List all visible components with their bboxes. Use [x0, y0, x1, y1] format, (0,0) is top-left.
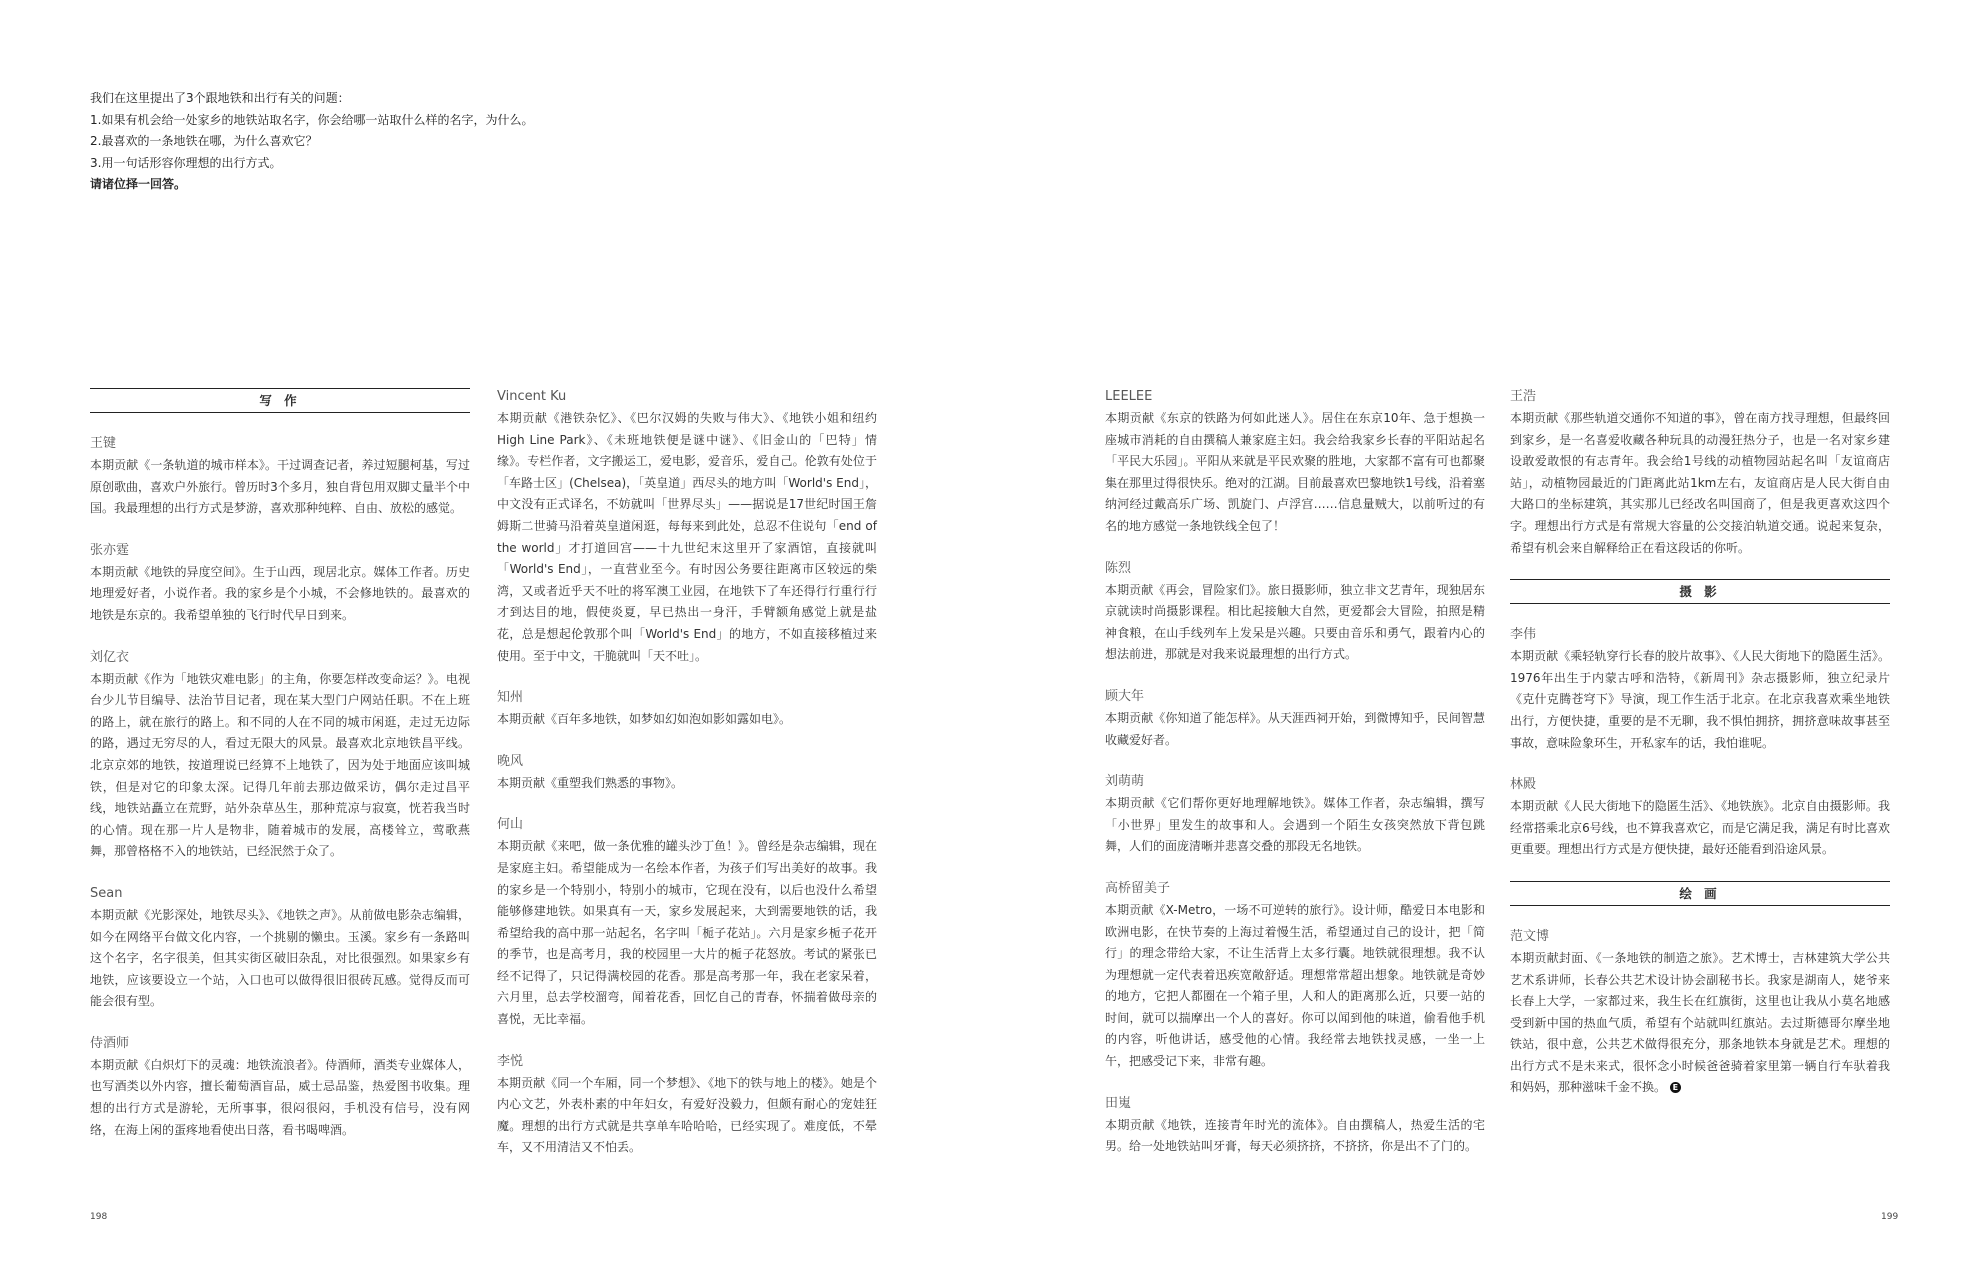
right-page [981, 0, 1962, 1264]
contributor-bio: 本期贡献《那些轨道交通你不知道的事》，曾在南方找寻理想，但最终回到家乡，是一名喜爱收藏各种玩具的动漫狂热分子，也是一名对家乡建设敢爱敢恨的有志青年。我会给1号线的动植物园站起名叫「友谊商店站」，动植物园最近的门距离此站1km左右，友谊商店是人民大街自由大路口的坐标建筑，其实那儿已经改名叫国商了，但是我更喜欢这四个字。理想出行方式是有常规大容量的公交接泊轨道交通。说起来复杂，希望有机会来自解释给正在看这段话的你听。 [1510, 411, 1890, 555]
end-mark-icon: E [1670, 1082, 1681, 1093]
contributor-entry [497, 386, 877, 667]
contributor-entry [1510, 926, 1890, 1099]
contributor-name: 顾大年 [1105, 688, 1145, 704]
contributor-entry [90, 1033, 470, 1141]
contributor-name: Vincent Ku [497, 389, 567, 404]
contributor-bio: 本期贡献《地铁的异度空间》。生于山西，现居北京。媒体工作者。历史地理爱好者，小说作者。我的家乡是个小城，不会修地铁的。最喜欢的地铁是东京的。我希望单独的飞行时代早日到来。 [90, 564, 470, 622]
column-1 [90, 386, 470, 1161]
contributor-bio-text: 本期贡献封面、《一条地铁的制造之旅》。艺术博士，吉林建筑大学公共艺术系讲师，长春公共艺术设计协会副秘书长。我家是湖南人，姥爷来长春上大学，一家都过来，我生长在红旗街，这里也让我从小莫名地感受到新中国的热血气质，希望有个站就叫红旗站。去过斯德哥尔摩坐地铁站，很中意，公共艺术做得很充分，那条地铁本身就是艺术。理想的出行方式不是未来式，很怀念小时候爸爸骑着家里第一辆自行车驮着我和妈妈，那种滋味千金不换。 [1510, 950, 1890, 1095]
contributor-bio: 本期贡献《一条轨道的城市样本》。干过调查记者，养过短腿柯基，写过原创歌曲，喜欢户外旅行。曾历时3个多月，独自背包用双脚丈量半个中国。我最理想的出行方式是梦游，喜欢那种纯粹、自由、放松的感觉。 [90, 458, 470, 516]
contributor-name: 高桥留美子 [1105, 880, 1171, 896]
contributor-name: 林殿 [1510, 777, 1537, 793]
page-number-right: 199 [1881, 1212, 1899, 1222]
contributor-entry [1105, 878, 1485, 1073]
section-header-painting: 绘 画 [1510, 881, 1890, 906]
contributor-name: 刘亿衣 [90, 649, 130, 665]
contributor-entry [90, 883, 470, 1013]
column-2 [497, 386, 877, 1179]
intro-questions [90, 88, 533, 196]
contributor-bio: 本期贡献《你知道了能怎样》。从天涯西祠开始，到微博知乎，民间智慧收藏爱好者。 [1105, 710, 1485, 747]
contributor-name: 田嵬 [1105, 1095, 1132, 1111]
contributor-bio: 本期贡献《它们帮你更好地理解地铁》。媒体工作者，杂志编辑，撰写「小世界」里发生的故事和人。会遇到一个陌生女孩突然放下背包跳舞，人们的面庞清晰并悲喜交叠的那段无名地铁。 [1105, 796, 1485, 854]
intro-line: 1.如果有机会给一处家乡的地铁站取名字，你会给哪一站取什么样的名字，为什么。 [90, 112, 534, 127]
contributor-entry [1510, 774, 1890, 861]
section-header-writing: 写 作 [90, 388, 470, 413]
contributor-entry [497, 814, 877, 1030]
contributor-entry [1105, 771, 1485, 858]
contributor-name: 陈烈 [1105, 560, 1132, 576]
contributor-name: LEELEE [1105, 389, 1153, 404]
contributor-name: 刘萌萌 [1105, 774, 1145, 790]
contributor-name: 王浩 [1510, 389, 1537, 404]
intro-line: 我们在这里提出了3个跟地铁和出行有关的问题： [90, 91, 350, 105]
contributor-entry [90, 540, 470, 627]
contributor-entry [497, 1051, 877, 1159]
contributor-name: Sean [90, 885, 123, 901]
contributor-bio: 本期贡献《X-Metro，一场不可逆转的旅行》。设计师，酷爱日本电影和欧洲电影，在快节奏的上海过着慢生活，希望通过自己的设计，把「简行」的理念带给大家，不让生活背上太多行囊。地铁就很理想。我不认为理想就一定代表着迅疾宽敞舒适。理想常常超出想象。地铁就是奇妙的地方，它把人都圈在一个箱子里，人和人的距离那么近，只要一站的时间，就可以揣摩出一个人的喜好。你可以闻到他的味道，偷看他手机的内容，听他讲话，感受他的心情。我经常去地铁找灵感，一坐一上午，把感受记下来，非常有趣。 [1105, 902, 1485, 1069]
contributor-bio: 本期贡献《白炽灯下的灵魂：地铁流浪者》。侍酒师，酒类专业媒体人，也写酒类以外内容，擅长葡萄酒盲品，威士忌品鉴，热爱图书收集。理想的出行方式是游轮，无所事事，很闷很闷，手机没有信号，没有网络，在海上闲的蛋疼地看使出日落，看书喝啤酒。 [90, 1057, 470, 1137]
contributor-bio: 本期贡献《地铁，连接青年时光的流体》。自由撰稿人，热爱生活的宅男。给一处地铁站叫牙膏，每天必须挤挤，不挤挤，你是出不了门的。 [1105, 1117, 1485, 1154]
contributor-entry [1510, 624, 1890, 754]
contributor-entry [1105, 386, 1485, 538]
contributor-bio: 本期贡献《百年多地铁，如梦如幻如泡如影如露如电》。 [497, 712, 792, 727]
column-4 [1510, 386, 1890, 1119]
contributor-bio: 本期贡献《重塑我们熟悉的事物》。 [497, 775, 684, 790]
intro-line: 3.用一句话形容你理想的出行方式。 [90, 155, 282, 170]
contributor-entry [90, 433, 470, 520]
contributor-name: 王键 [90, 436, 117, 451]
contributor-entry [90, 647, 470, 863]
intro-instruction: 请诸位择一回答。 [90, 177, 187, 191]
page-number-left: 198 [90, 1212, 108, 1222]
contributor-name: 晚风 [497, 753, 524, 769]
contributor-bio: 本期贡献《港铁杂忆》、《巴尔汉姆的失败与伟大》、《地铁小姐和纽约High Line Park》、《未班地铁便是谜中谜》、《旧金山的「巴特」情缘》。专栏作者，文字搬运工，爱电影，爱音乐，爱自己。伦敦有处位于「车路士区」(Chelsea)，「英皇道」西尽头的地方叫「World's End」，中文没有正式译名，不妨就叫「世界尽头」——据说是17世纪时国王詹姆斯二世骑马沿着英皇道闲逛，每每来到此处，总忍不住说句「end of the world」才打道回宫——十九世纪末这里开了家酒馆，直接就叫「World's End」，一直营业至今。有时因公务要往距离市区较远的柴湾，又或者近乎天不吐的将军澳工业园，在地铁下了车还得行行重行行才到达目的地，假使炎夏，早已热出一身汗，手臂额角感觉上就是盐花，总是想起伦敦那个叫「World's End」的地方，不如直接移植过来使用。至于中文，干脆就叫「天不吐」。 [497, 411, 877, 663]
contributor-entry [1510, 386, 1890, 559]
contributor-bio: 本期贡献《东京的铁路为何如此迷人》。居住在东京10年、急于想换一座城市消耗的自由撰稿人兼家庭主妇。我会给我家乡长春的平阳站起名「平民大乐园」。平阳从来就是平民欢聚的胜地，大家都不富有可也都聚集在那里过得很快乐。绝对的江湖。目前最喜欢巴黎地铁1号线，沿着塞纳河经过戴高乐广场、凯旋门、卢浮宫……信息量贼大，以前听过的有名的地方感觉一条地铁线全包了！ [1105, 411, 1485, 533]
contributor-entry [497, 687, 877, 731]
contributor-bio: 本期贡献《作为「地铁灾难电影」的主角，你要怎样改变命运？》。电视台少儿节目编导、法治节目记者，现在某大型门户网站任职。不在上班的路上，就在旅行的路上。和不同的人在不同的城市闲逛，走过无边际的路，遇过无穷尽的人，看过无限大的风景。最喜欢北京地铁昌平线。北京京郊的地铁，按道理说已经算不上地铁了，因为处于地面应该叫城铁，但是对它的印象太深。记得几年前去那边做采访，偶尔走过昌平线，地铁站矗立在荒野，站外杂草丛生，那种荒凉与寂寞，恍若我当时的心情。现在那一片人是物非，随着城市的发展，高楼耸立，莺歌燕舞，那曾格格不入的地铁站，已经泯然于众了。 [90, 671, 470, 859]
contributor-bio [1510, 948, 1890, 1099]
contributor-name: 知州 [497, 690, 524, 706]
contributor-bio: 本期贡献《乘轻轨穿行长春的胶片故事》、《人民大街地下的隐匿生活》。1976年出生于内蒙古呼和浩特，《新周刊》杂志摄影师，独立纪录片《克什克腾苍穹下》导演，现工作生活于北京。在北京我喜欢乘坐地铁出行，方便快捷，重要的是不无聊，我不惧怕拥挤，拥挤意味故事甚至事故，意味险象环生，开私家车的话，我怕谁呢。 [1510, 649, 1890, 750]
contributor-name: 李悦 [497, 1053, 524, 1069]
column-3 [1105, 386, 1485, 1178]
contributor-name: 范文博 [1510, 928, 1550, 944]
contributor-entry [1105, 686, 1485, 751]
contributor-name: 李伟 [1510, 627, 1537, 643]
contributor-entry [1105, 1093, 1485, 1158]
contributor-entry [1105, 558, 1485, 666]
contributor-bio: 本期贡献《同一个车厢，同一个梦想》、《地下的铁与地上的楼》。她是个内心文艺，外表朴素的中年妇女，有爱好没毅力，但颇有耐心的宠娃狂魔。理想的出行方式就是共享单车哈哈哈，已经实现了。难度低，不晕车，又不用清洁又不怕丢。 [497, 1075, 877, 1155]
section-header-photography: 摄 影 [1510, 579, 1890, 604]
contributor-name: 张亦霆 [90, 542, 130, 558]
contributor-bio: 本期贡献《光影深处，地铁尽头》、《地铁之声》。从前做电影杂志编辑，如今在网络平台做文化内容，一个挑剔的懒虫。玉溪。家乡有一条路叫这个名字，名字很美，但其实街区破旧杂乱，对比很强烈。如果家乡有地铁，应该要设立一个站，入口也可以做得很旧很砖瓦感。觉得反而可能会很有型。 [90, 907, 470, 1009]
intro-line: 2.最喜欢的一条地铁在哪，为什么喜欢它？ [90, 134, 318, 148]
contributor-name: 侍酒师 [90, 1035, 130, 1051]
contributor-bio: 本期贡献《来吧，做一条优雅的罐头沙丁鱼！》。曾经是杂志编辑，现在是家庭主妇。希望能成为一名绘本作者，为孩子们写出美好的故事。我的家乡是一个特别小，特别小的城市，它现在没有，以后也没什么希望能够修建地铁。如果真有一天，家乡发展起来，大到需要地铁的话，我希望给我的高中那一站起名，名字叫「栀子花站」。六月是家乡栀子花开的季节，也是高考月，我的校园里一大片的栀子花怒放。考试的紧张已经不记得了，只记得满校园的花香。那是高考那一年，我在老家呆着，六月里，总去学校溜弯，闻着花香，回忆自己的青春，怀揣着做母亲的喜悦，无比幸福。 [497, 839, 877, 1027]
contributor-bio: 本期贡献《人民大街地下的隐匿生活》、《地铁族》。北京自由摄影师。我经常搭乘北京6号线，也不算我喜欢它，而是它满足我，满足有时比喜欢更重要。理想出行方式是方便快捷，最好还能看到沿途风景。 [1510, 799, 1890, 857]
contributor-bio: 本期贡献《再会，冒险家们》。旅日摄影师，独立非文艺青年，现独居东京就读时尚摄影课程。相比起接触大自然，更爱都会大冒险，拍照是精神食粮，在山手线列车上发呆是兴趣。只要由音乐和勇气，跟着内心的想法前进，那就是对我来说最理想的出行方式。 [1105, 582, 1485, 662]
contributor-entry [497, 751, 877, 795]
contributor-name: 何山 [497, 817, 524, 833]
